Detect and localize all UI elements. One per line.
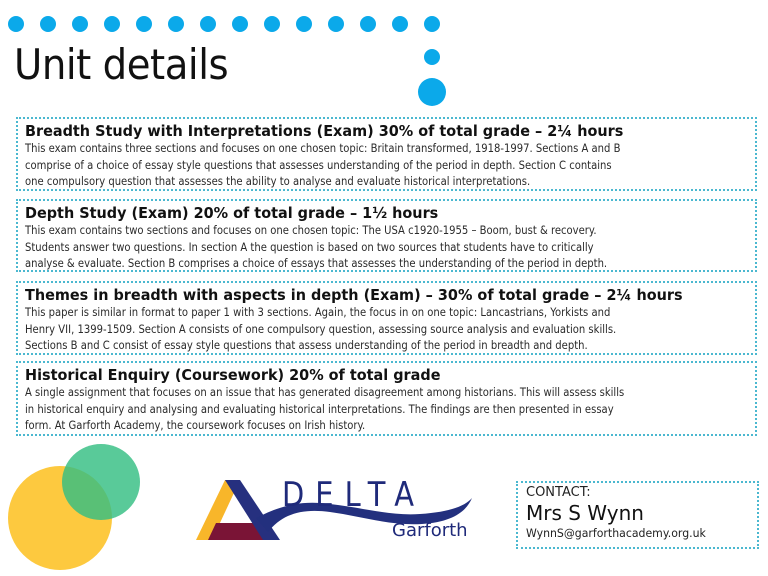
dot-icon bbox=[296, 16, 312, 32]
page-title: Unit details bbox=[14, 40, 229, 89]
dot-icon bbox=[418, 78, 446, 106]
unit-description-line: Sections B and C consist of essay style questions that assess understanding of the period in breadth and depth. bbox=[25, 338, 588, 352]
unit-description-line: A single assignment that focuses on an issue that has generated disagreement among historians. This will assess skills bbox=[25, 385, 625, 399]
dot-icon bbox=[72, 16, 88, 32]
unit-description bbox=[25, 140, 667, 190]
delta-garforth-logo bbox=[190, 470, 480, 560]
unit-description-line: This paper is similar in format to paper 1 with 3 sections. Again, the focus in on one topic: Lancastrians, Yorkists and bbox=[25, 305, 611, 319]
unit-description bbox=[25, 384, 667, 434]
dot-icon bbox=[104, 16, 120, 32]
logo-wordmark: DELTA bbox=[282, 475, 426, 515]
unit-card-breadth-study bbox=[16, 117, 757, 191]
contact-card bbox=[516, 481, 759, 549]
dot-icon bbox=[168, 16, 184, 32]
dot-icon bbox=[424, 49, 440, 65]
dot-icon bbox=[232, 16, 248, 32]
dot-icon bbox=[136, 16, 152, 32]
contact-label: CONTACT: bbox=[526, 485, 591, 500]
decorative-green-circle bbox=[62, 444, 140, 520]
unit-card-themes-in-breadth bbox=[16, 281, 757, 355]
logo-subtitle: Garforth bbox=[392, 520, 468, 541]
unit-description-line: form. At Garforth Academy, the coursework focuses on Irish history. bbox=[25, 418, 366, 432]
unit-heading: Depth Study (Exam) 20% of total grade – 1½ hours bbox=[25, 204, 439, 222]
dot-icon bbox=[328, 16, 344, 32]
unit-heading: Historical Enquiry (Coursework) 20% of total grade bbox=[25, 366, 441, 384]
dot-icon bbox=[40, 16, 56, 32]
dot-icon bbox=[360, 16, 376, 32]
dot-icon bbox=[424, 16, 440, 32]
unit-description-line: analyse & evaluate. Section B comprises a choice of essays that assesses the understanding of the period in depth. bbox=[25, 256, 608, 270]
contact-email-link[interactable]: WynnS@garforthacademy.org.uk bbox=[526, 526, 706, 540]
unit-description-line: comprise of a choice of essay style questions that assesses understanding of the period in depth. Section C contains bbox=[25, 157, 612, 172]
dot-icon bbox=[200, 16, 216, 32]
unit-description-line: Henry VII, 1399-1509. Section A consists of one compulsory question, assessing source analysis and evaluation skills. bbox=[25, 321, 617, 336]
unit-heading: Themes in breadth with aspects in depth (Exam) – 30% of total grade – 2¼ hours bbox=[25, 286, 683, 304]
unit-card-depth-study bbox=[16, 199, 757, 272]
unit-description-line: This exam contains two sections and focuses on one chosen topic: The USA c1920-1955 – Boom, bust & recovery. bbox=[25, 223, 597, 237]
unit-description-line: This exam contains three sections and focuses on one chosen topic: Britain transformed, 1918-1997. Sections A and B bbox=[25, 141, 621, 155]
contact-name: Mrs S Wynn bbox=[526, 501, 644, 525]
unit-description-line: Students answer two questions. In section A the question is based on two sources that students have to critically bbox=[25, 239, 594, 254]
unit-card-historical-enquiry bbox=[16, 361, 757, 436]
unit-description-line: in historical enquiry and analysing and evaluating historical interpretations. The findings are then presented in essay bbox=[25, 401, 614, 416]
unit-description-line: one compulsory question that assesses the ability to analyse and evaluate historical interpretations. bbox=[25, 174, 531, 188]
dot-icon bbox=[264, 16, 280, 32]
dot-icon bbox=[392, 16, 408, 32]
unit-heading: Breadth Study with Interpretations (Exam) 30% of total grade – 2¼ hours bbox=[25, 122, 624, 140]
unit-description bbox=[25, 304, 667, 354]
dot-icon bbox=[8, 16, 24, 32]
unit-description bbox=[25, 222, 667, 272]
